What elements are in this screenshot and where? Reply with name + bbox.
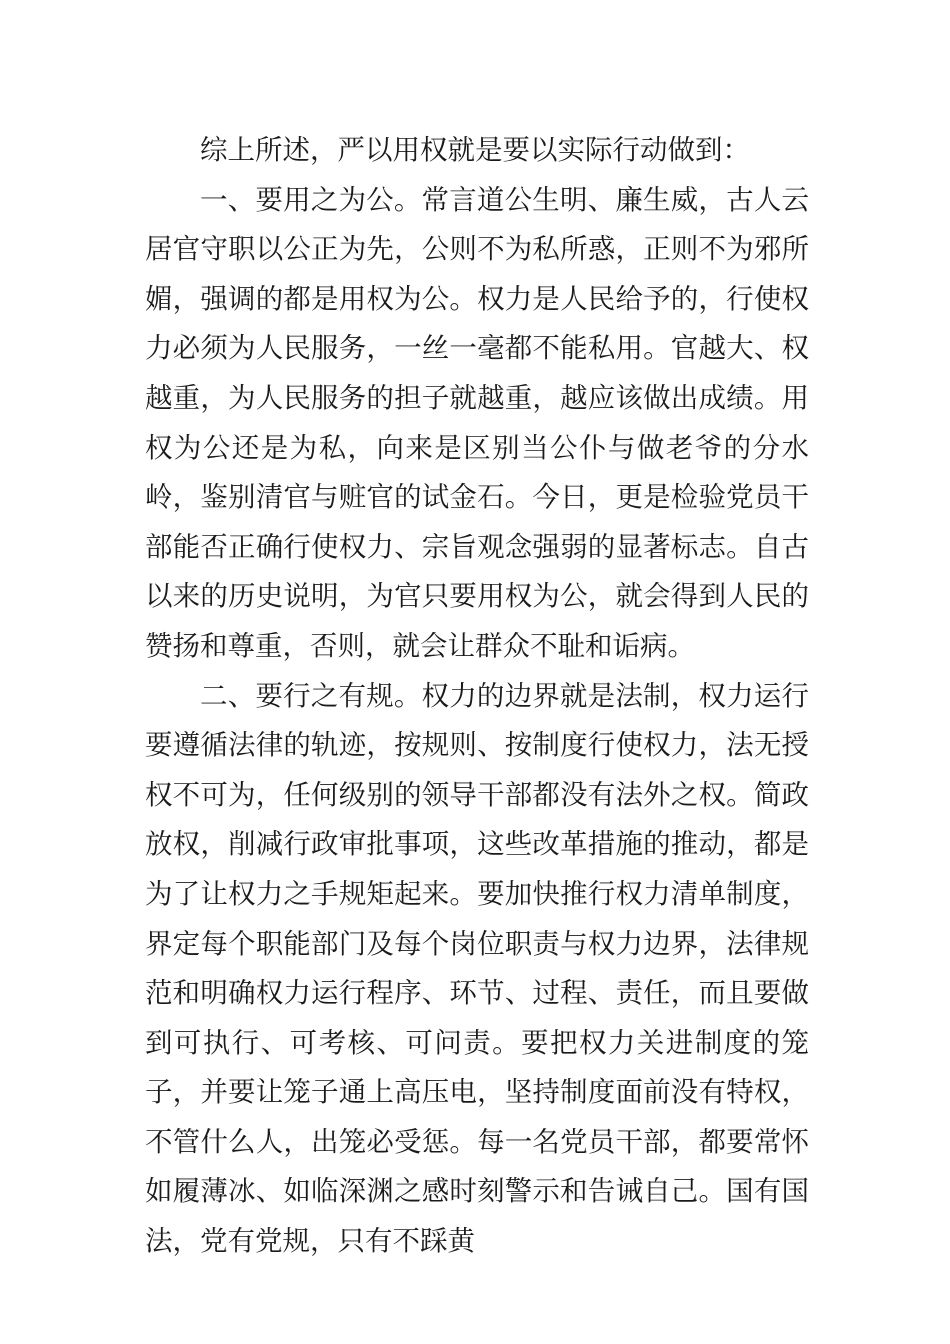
- paragraph-point-one: 一、要用之为公。常言道公生明、廉生威，古人云居官守职以公正为先，公则不为私所惑，正则不为邪所媚，强调的都是用权为公。权力是人民给予的，行使权力必须为人民服务，一丝一毫都不能私用。官越大、权越重，为人民服务的担子就越重，越应该做出成绩。用权为公还是为私，向来是区别当公仆与做老爷的分水岭，鉴别清官与赃官的试金石。今日，更是检验党员干部能否正确行使权力、宗旨观念强弱的显著标志。自古以来的历史说明，为官只要用权为公，就会得到人民的赞扬和尊重，否则，就会让群众不耻和诟病。: [145, 183, 809, 662]
- paragraph-point-two: 二、要行之有规。权力的边界就是法制，权力运行要遵循法律的轨迹，按规则、按制度行使权力，法无授权不可为，任何级别的领导干部都没有法外之权。简政放权，削减行政审批事项，这些改革措施的推动，都是为了让权力之手规矩起来。要加快推行权力清单制度，界定每个职能部门及每个岗位职责与权力边界，法律规范和明确权力运行程序、环节、过程、责任，而且要做到可执行、可考核、可问责。要把权力关进制度的笼子，并要让笼子通上高压电，坚持制度面前没有特权，不管什么人，出笼必受惩。每一名党员干部，都要常怀如履薄冰、如临深渊之感时刻警示和告诫自己。国有国法，党有党规，只有不踩黄: [145, 679, 809, 1258]
- paragraph-summary: 综上所述，严以用权就是要以实际行动做到：: [200, 134, 750, 166]
- document-body: [145, 126, 809, 1267]
